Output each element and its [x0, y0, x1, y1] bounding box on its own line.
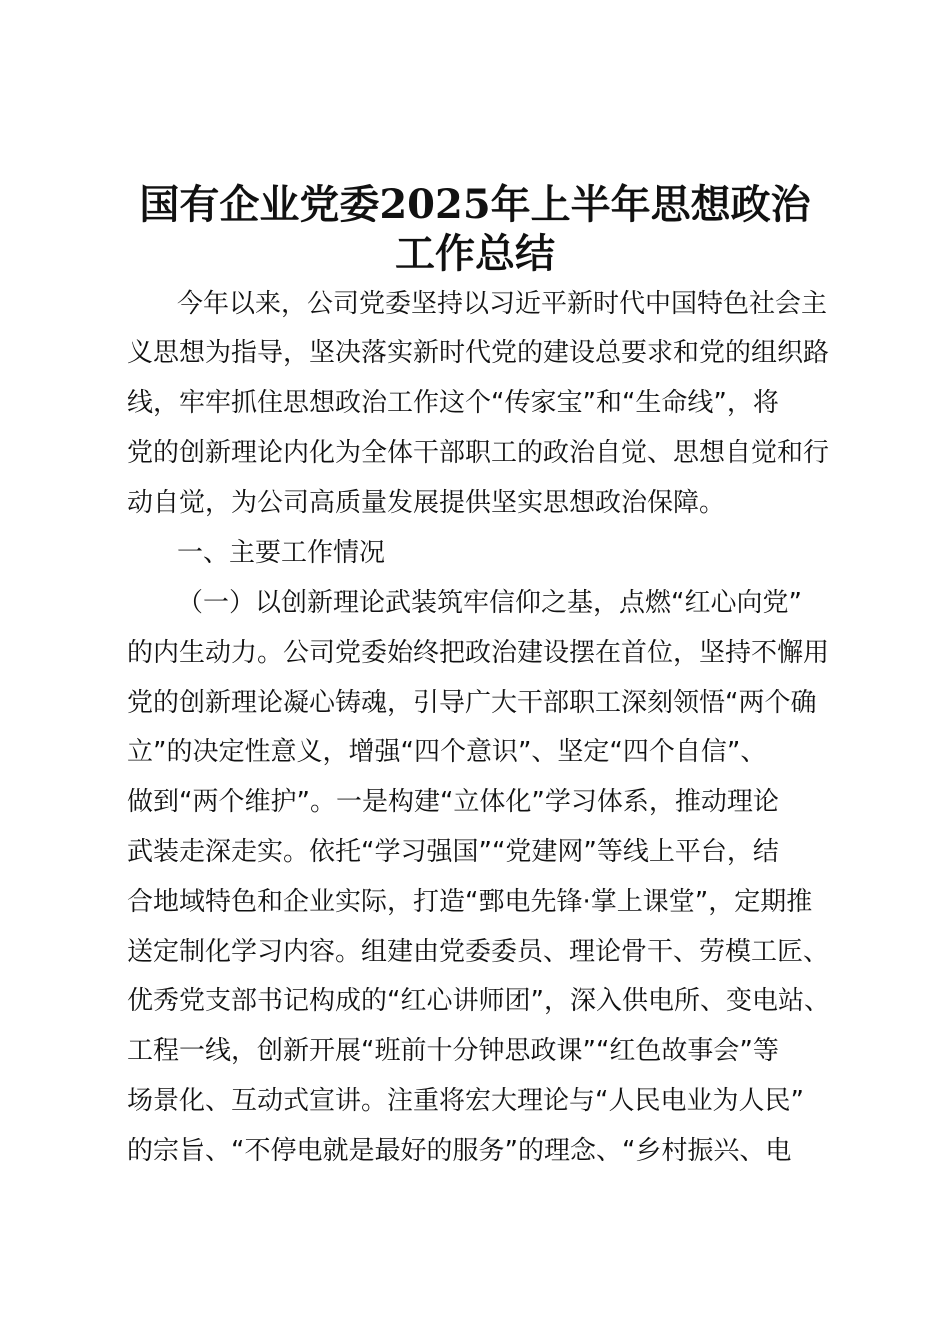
paragraph-line: （一）以创新理论武装筑牢信仰之基，点燃“红心向党”	[177, 588, 802, 618]
paragraph-line: 线，牢牢抓住思想政治工作这个“传家宝”和“生命线”，将	[127, 388, 779, 418]
section-heading: 一、主要工作情况	[177, 538, 386, 568]
paragraph-line: 的内生动力。公司党委始终把政治建设摆在首位，坚持不懈用	[127, 638, 830, 668]
paragraph-line: 义思想为指导，坚决落实新时代党的建设总要求和党的组织路	[127, 338, 830, 368]
paragraph-line: 场景化、互动式宣讲。注重将宏大理论与“人民电业为人民”	[127, 1086, 804, 1116]
document-title-line-2: 工作总结	[395, 230, 555, 277]
document-title-line-1: 国有企业党委2025年上半年思想政治	[139, 181, 811, 228]
paragraph-line: 立”的决定性意义，增强“四个意识”、坚定“四个自信”、	[127, 737, 767, 767]
paragraph-line: 党的创新理论内化为全体干部职工的政治自觉、思想自觉和行	[127, 438, 830, 468]
paragraph-line: 的宗旨、“不停电就是最好的服务”的理念、“乡村振兴、电	[127, 1136, 792, 1166]
paragraph-line: 工程一线，创新开展“班前十分钟思政课”“红色故事会”等	[127, 1036, 779, 1066]
paragraph-line: 今年以来，公司党委坚持以习近平新时代中国特色社会主	[177, 289, 828, 319]
paragraph-line: 优秀党支部书记构成的“红心讲师团”，深入供电所、变电站、	[127, 986, 830, 1016]
paragraph-line: 做到“两个维护”。一是构建“立体化”学习体系，推动理论	[127, 787, 779, 817]
paragraph-line: 合地域特色和企业实际，打造“鄄电先锋·掌上课堂”，定期推	[127, 887, 813, 917]
paragraph-line: 送定制化学习内容。组建由党委委员、理论骨干、劳模工匠、	[127, 937, 830, 967]
paragraph-line: 动自觉，为公司高质量发展提供坚实思想政治保障。	[127, 488, 726, 518]
paragraph-line: 武装走深走实。依托“学习强国”“党建网”等线上平台，结	[127, 837, 779, 867]
paragraph-line: 党的创新理论凝心铸魂，引导广大干部职工深刻领悟“两个确	[127, 688, 817, 718]
